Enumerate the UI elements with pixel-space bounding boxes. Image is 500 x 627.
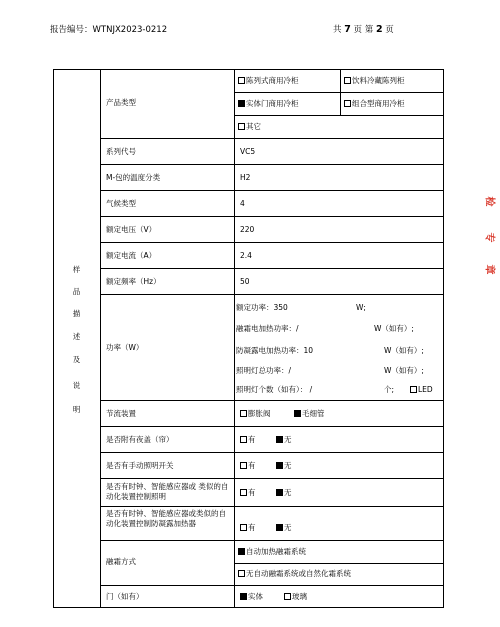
checkbox-icon [238, 77, 245, 84]
checkbox-icon [240, 524, 247, 531]
value-climate-type: 4 [240, 199, 245, 208]
inspection-stamp: 检 专 章 [483, 196, 495, 275]
value-rated-frequency: 50 [240, 277, 250, 286]
value-rated-current: 2.4 [240, 251, 252, 260]
power-defrost-heater-unit: W（如有）; [374, 324, 414, 333]
checkbox-icon [284, 593, 291, 600]
sidebar-char: 样 [72, 265, 81, 274]
page-total: 7 [344, 24, 351, 35]
power-lighting-total: 照明灯总功率：/ [236, 366, 292, 375]
label-rated-voltage: 额定电压（V） [106, 225, 157, 234]
checkbox-checked-icon [240, 593, 247, 600]
option-solid: 实体 [240, 592, 263, 602]
checkbox-icon [344, 77, 351, 84]
label-auto-light-control: 是否有时钟、智能感应器或 类似的自动化装置控制照明 [106, 482, 229, 501]
label-power: 功率（W） [106, 343, 144, 352]
option-led: LED [410, 385, 433, 395]
option-other: 其它 [238, 122, 261, 132]
option-auto-defrost: 自动加热融霜系统 [238, 547, 306, 557]
label-night-curtain: 是否附有夜盖（帘） [106, 435, 174, 444]
checkbox-icon [240, 489, 247, 496]
option-display-cabinet: 陈列式商用冷柜 [238, 76, 299, 86]
power-lamp-count-unit: 个; [384, 385, 395, 394]
option-has: 有 [240, 523, 256, 533]
checkbox-checked-icon [238, 548, 245, 555]
label-series-code: 系列代号 [106, 147, 136, 156]
checkbox-icon [240, 436, 247, 443]
value-rated-voltage: 220 [240, 225, 255, 234]
checkbox-icon [238, 570, 245, 577]
checkbox-checked-icon [276, 436, 283, 443]
option-none: 无 [276, 435, 292, 445]
checkbox-checked-icon [294, 410, 301, 417]
power-rated: 额定功率：350 [236, 303, 288, 312]
checkbox-icon [344, 100, 351, 107]
page-current: 2 [375, 24, 383, 35]
sidebar-char: 描 [72, 309, 81, 318]
checkbox-icon [240, 462, 247, 469]
label-manual-light-switch: 是否有手动照明开关 [106, 461, 174, 470]
label-auto-anticondensation: 是否有时钟、智能感应器或类似的自动化装置控制防凝露加热器 [106, 509, 226, 528]
checkbox-icon [240, 410, 247, 417]
sidebar-char: 品 [72, 287, 81, 296]
option-has: 有 [240, 435, 256, 445]
label-door: 门（如有） [106, 592, 144, 601]
checkbox-checked-icon [276, 524, 283, 531]
checkbox-icon [238, 123, 245, 130]
checkbox-checked-icon [276, 489, 283, 496]
power-lamp-count: 照明灯个数（如有）： / [236, 385, 313, 394]
value-m-package-temp: H2 [240, 173, 251, 182]
option-has: 有 [240, 488, 256, 498]
sidebar-char: 说 [72, 381, 81, 390]
checkbox-checked-icon [276, 462, 283, 469]
power-lighting-total-unit: W（如有）; [384, 366, 424, 375]
label-rated-current: 额定电流（A） [106, 251, 157, 260]
power-anticondensation-unit: W（如有）; [384, 346, 424, 355]
label-m-package-temp: M-包的温度分类 [106, 173, 161, 182]
power-rated-unit: W; [356, 303, 366, 312]
page-post-current: 页 [385, 25, 394, 35]
option-expansion-valve: 膨胀阀 [240, 409, 271, 419]
sidebar-char: 明 [72, 405, 81, 414]
label-throttle: 节流装置 [106, 409, 136, 418]
option-none: 无 [276, 523, 292, 533]
option-solid-door-cabinet: 实体门商用冷柜 [238, 99, 299, 109]
label-climate-type: 气候类型 [106, 199, 136, 208]
page-pre-total: 共 [333, 25, 342, 35]
power-defrost-heater: 融霜电加热功率：/ [236, 324, 299, 333]
option-none: 无 [276, 461, 292, 471]
option-no-auto-defrost: 无自动融霜系统或自然化霜系统 [238, 569, 351, 579]
report-number: 报告编号：WTNJX2023-0212 [50, 25, 168, 35]
checkbox-icon [410, 386, 417, 393]
label-rated-frequency: 额定频率（Hz） [106, 277, 161, 286]
option-beverage-cooler: 饮料冷藏陈列柜 [344, 76, 405, 86]
option-none: 无 [276, 488, 292, 498]
power-anticondensation: 防凝露电加热功率：10 [236, 346, 314, 355]
checkbox-checked-icon [238, 100, 245, 107]
option-capillary: 毛细管 [294, 409, 325, 419]
label-defrost-method: 融霜方式 [106, 557, 136, 566]
value-series-code: VC5 [240, 147, 256, 156]
sidebar-char: 及 [72, 355, 81, 364]
sidebar-char: 述 [72, 332, 81, 341]
option-has: 有 [240, 461, 256, 471]
page-pre-current: 页 第 [353, 25, 374, 35]
option-glass: 玻璃 [284, 592, 307, 602]
option-combined-cabinet: 组合型商用冷柜 [344, 99, 405, 109]
label-product-type: 产品类型 [106, 98, 136, 107]
